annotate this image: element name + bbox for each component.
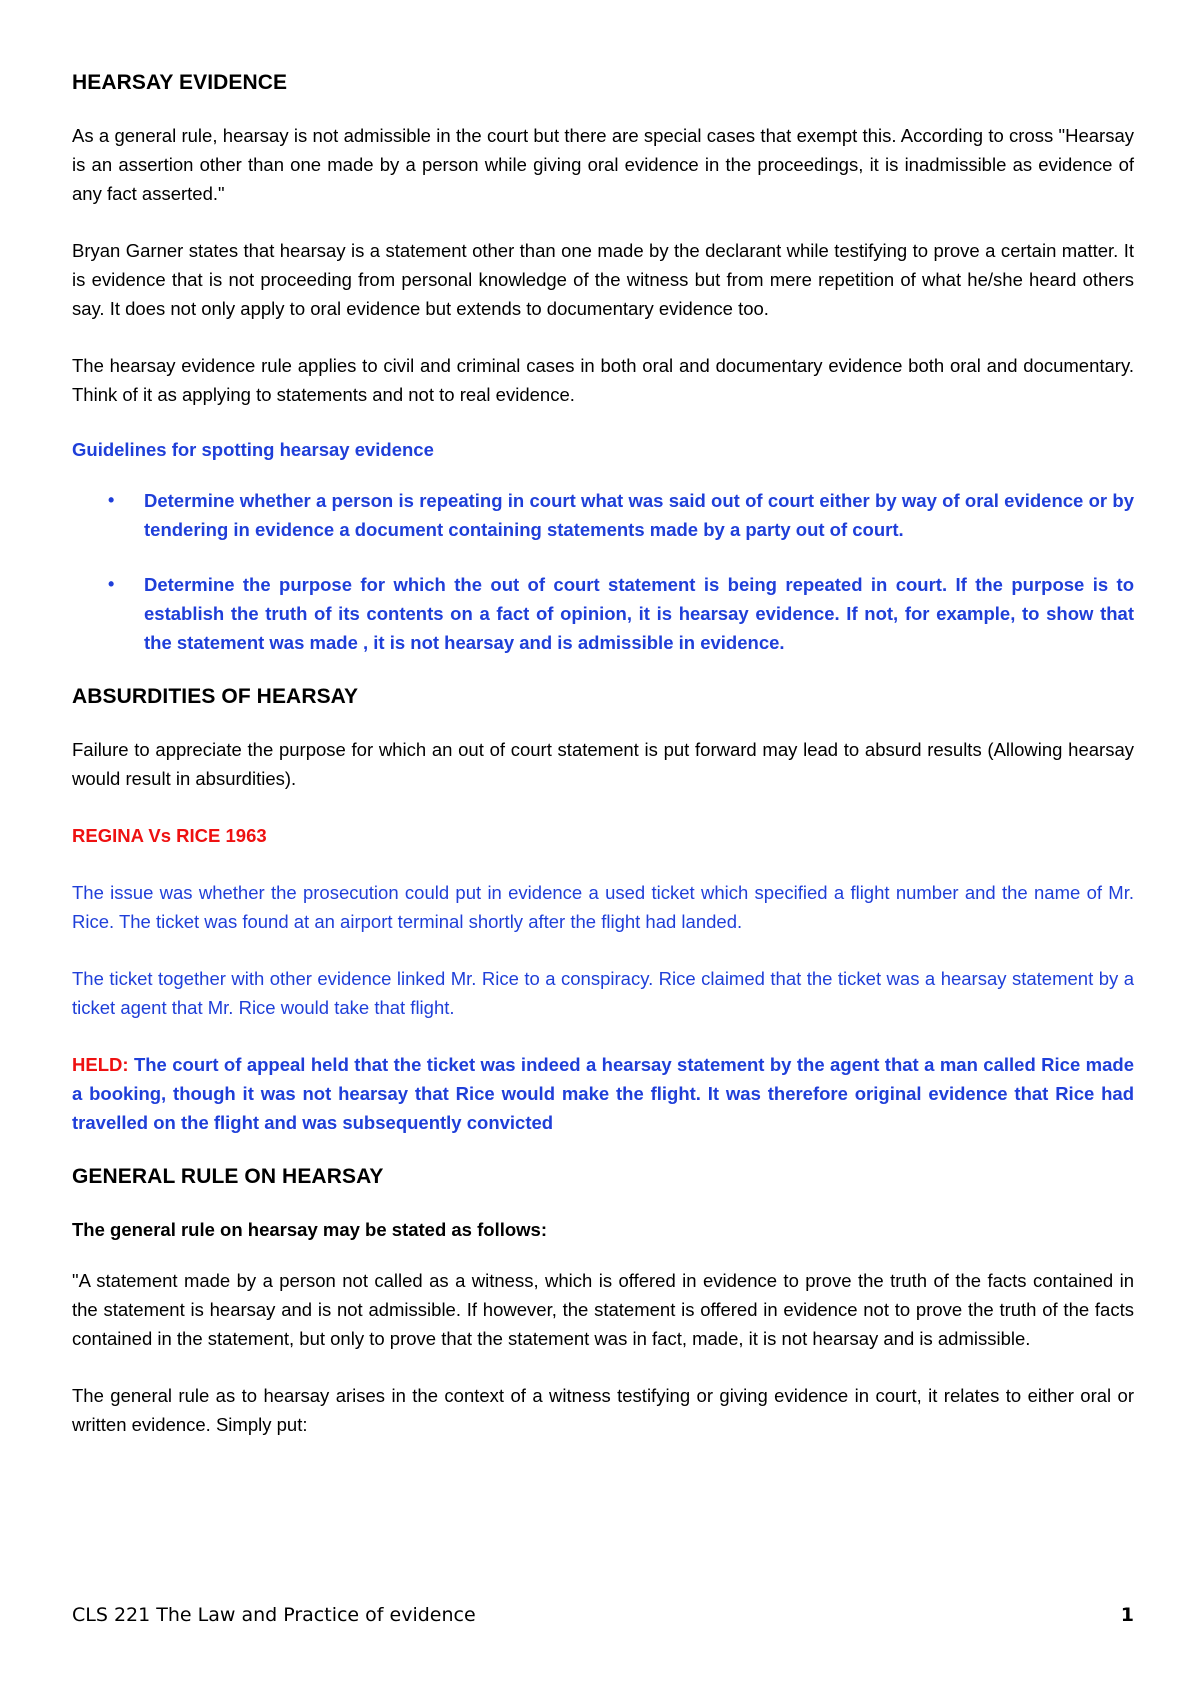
section-title-absurdities: ABSURDITIES OF HEARSAY — [72, 685, 359, 708]
section-title-hearsay-evidence: HEARSAY EVIDENCE — [72, 71, 288, 94]
held-paragraph — [72, 1050, 1134, 1137]
paragraph-general-rule-quote: "A statement made by a person not called as a witness, which is offered in evidence to prove the truth of the facts contained in the statement is hearsay and is not admissible. If however, the statement is offered in evidence not to prove the truth of the facts contained in the statement, but only to prove that the statement was in fact, made, it is not hearsay and is admissible. — [72, 1270, 1134, 1349]
case-title: REGINA Vs RICE 1963 — [72, 825, 267, 846]
paragraph-general-rule-intro: As a general rule, hearsay is not admissible in the court but there are special cases that exempt this. According to cross "Hearsay is an assertion other than one made by a person while giving oral evidence in the proceedings, it is inadmissible as evidence of any fact asserted." — [72, 125, 1134, 204]
guidelines-list — [72, 486, 1134, 657]
page-footer — [72, 1604, 1134, 1626]
paragraph-civil-criminal: The hearsay evidence rule applies to civil and criminal cases in both oral and documentary evidence both oral and documentary. Think of it as applying to statements and not to real evidence. — [72, 355, 1134, 405]
paragraph-absurdities: Failure to appreciate the purpose for which an out of court statement is put forward may lead to absurd results (Allowing hearsay would result in absurdities). — [72, 739, 1134, 789]
guideline-item — [72, 570, 1134, 657]
guideline-text: Determine the purpose for which the out of court statement is being repeated in court. If the purpose is to establish the truth of its contents on a fact of opinion, it is hearsay evidence. If not, for example, to show that the statement was made , it is not hearsay and is admissible in evidence. — [144, 574, 1134, 653]
case-paragraph-ticket: The ticket together with other evidence linked Mr. Rice to a conspiracy. Rice claimed that the ticket was a hearsay statement by a ticket agent that Mr. Rice would take that flight. — [72, 968, 1134, 1018]
bullet-icon: • — [108, 490, 115, 510]
guideline-item — [72, 486, 1134, 544]
footer-page-number: 1 — [1120, 1604, 1134, 1626]
guidelines-heading: Guidelines for spotting hearsay evidence — [72, 439, 434, 460]
held-text: The court of appeal held that the ticket was indeed a hearsay statement by the agent that a man called Rice made a booking, though it was not hearsay that Rice would make the flight. It was therefore original evidence that Rice had travelled on the flight and was subsequently convicted — [72, 1054, 1134, 1133]
guideline-text: Determine whether a person is repeating in court what was said out of court either by way of oral evidence or by tendering in evidence a document containing statements made by a party out of court. — [144, 490, 1134, 540]
held-label: HELD: — [72, 1054, 129, 1075]
footer-course-title: CLS 221 The Law and Practice of evidence — [72, 1604, 476, 1626]
section-title-general-rule: GENERAL RULE ON HEARSAY — [72, 1165, 384, 1188]
bullet-icon: • — [108, 574, 115, 594]
case-paragraph-issue: The issue was whether the prosecution could put in evidence a used ticket which specified a flight number and the name of Mr. Rice. The ticket was found at an airport terminal shortly after the flight had landed. — [72, 882, 1134, 932]
paragraph-general-rule-context: The general rule as to hearsay arises in the context of a witness testifying or giving evidence in court, it relates to either oral or written evidence. Simply put: — [72, 1385, 1134, 1435]
general-rule-lead: The general rule on hearsay may be stated as follows: — [72, 1219, 547, 1240]
document-page — [72, 66, 1134, 1439]
paragraph-bryan-garner: Bryan Garner states that hearsay is a statement other than one made by the declarant while testifying to prove a certain matter. It is evidence that is not proceeding from personal knowledge of the witness but from mere repetition of what he/she heard others say. It does not only apply to oral evidence but extends to documentary evidence too. — [72, 240, 1134, 319]
